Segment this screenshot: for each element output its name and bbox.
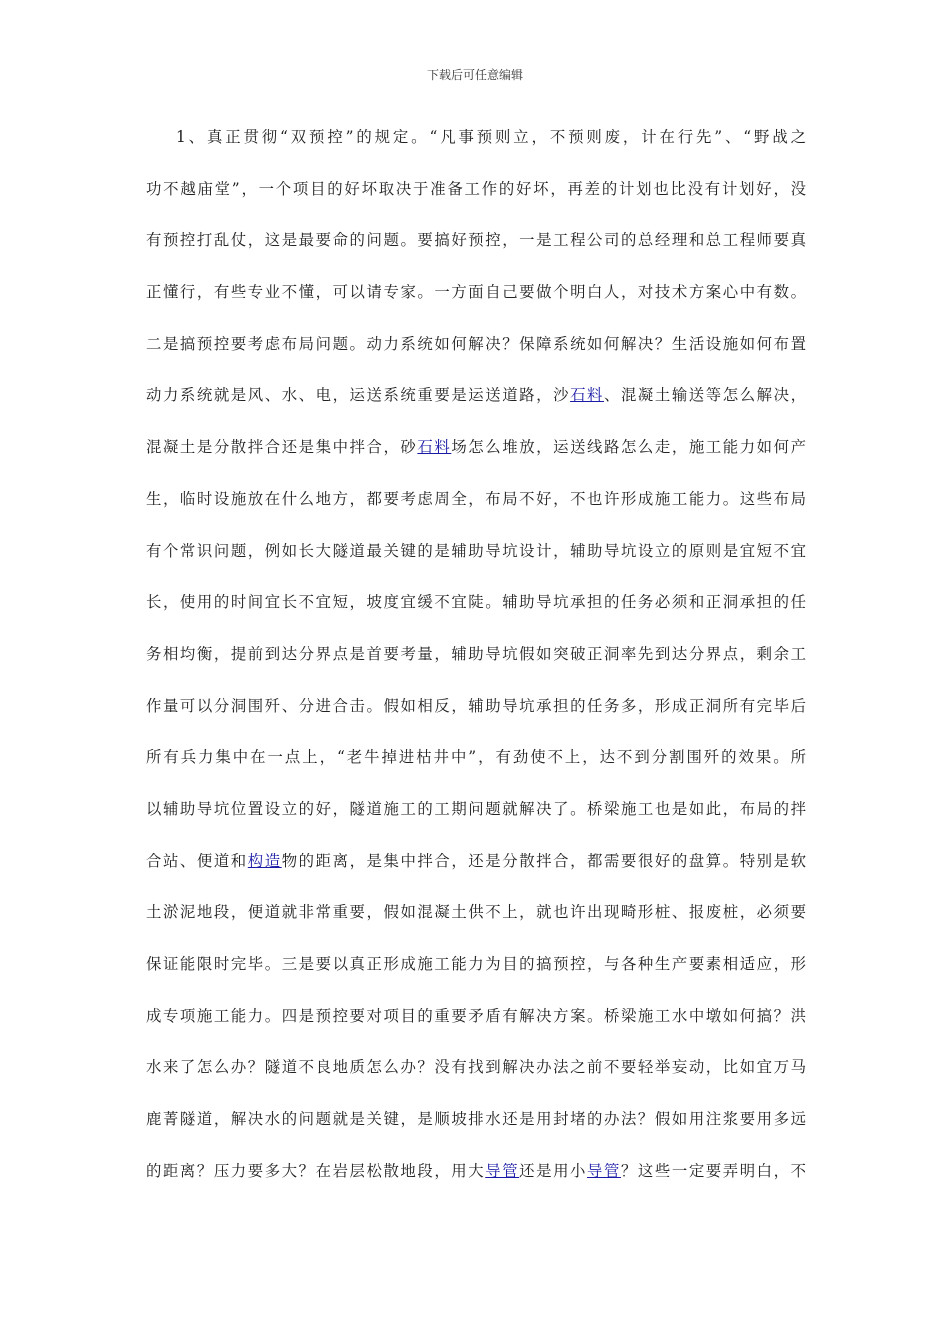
text-line xyxy=(146,112,806,164)
document-body xyxy=(146,112,806,1197)
text-line xyxy=(146,732,806,784)
text-line xyxy=(146,215,806,267)
text-line xyxy=(146,1094,806,1146)
text-line xyxy=(146,629,806,681)
text-span: 生，临时设施放在什么地方，都要考虑周全，布局不好，不也许形成施工能力。这些布局 xyxy=(146,489,806,508)
text-span: 水来了怎么办？隧道不良地质怎么办？没有找到解决办法之前不要轻举妄动，比如宜万马 xyxy=(146,1058,806,1077)
text-span: 所有兵力集中在一点上，“老牛掉进枯井中”，有劲使不上，达不到分割围歼的效果。所 xyxy=(146,748,806,767)
text-span: 功不越庙堂”，一个项目的好坏取决于准备工作的好坏，再差的计划也比没有计划好，没 xyxy=(146,179,806,198)
inline-link[interactable]: 石料 xyxy=(417,438,452,457)
text-span: 合站、便道和 xyxy=(146,851,248,870)
text-line xyxy=(146,319,806,371)
text-span: 正懂行，有些专业不懂，可以请专家。一方面自己要做个明白人，对技术方案心中有数。 xyxy=(146,283,806,302)
text-span: 务相均衡，提前到达分界点是首要考量，辅助导坑假如突破正洞率先到达分界点，剩余工 xyxy=(146,644,806,663)
text-span: 场怎么堆放，运送线路怎么走，施工能力如何产 xyxy=(451,438,806,457)
text-span: 鹿菁隧道，解决水的问题就是关键，是顺坡排水还是用封堵的办法？假如用注浆要用多远 xyxy=(146,1110,806,1129)
text-span: 混凝土是分散拌合还是集中拌合，砂 xyxy=(146,438,418,457)
text-span: 成专项施工能力。四是预控要对项目的重要矛盾有解决方案。桥梁施工水中墩如何搞？洪 xyxy=(146,1006,806,1025)
text-line xyxy=(146,577,806,629)
text-line xyxy=(146,836,806,888)
text-line xyxy=(146,526,806,578)
text-line xyxy=(146,1042,806,1094)
text-span: 、混凝土输送等怎么解决， xyxy=(604,386,806,405)
text-span: 有个常识问题，例如长大隧道最关键的是辅助导坑设计，辅助导坑设立的原则是宜短不宜 xyxy=(146,541,806,560)
text-span: 的距离？压力要多大？在岩层松散地段，用大 xyxy=(146,1161,486,1180)
text-line xyxy=(146,681,806,733)
text-line xyxy=(146,784,806,836)
text-line xyxy=(146,267,806,319)
text-span: 动力系统就是风、水、电，运送系统重要是运送道路，沙 xyxy=(146,386,571,405)
text-span: 二是搞预控要考虑布局问题。动力系统如何解决？保障系统如何解决？生活设施如何布置 xyxy=(146,334,806,353)
text-line xyxy=(146,991,806,1043)
inline-link[interactable]: 导管 xyxy=(485,1161,520,1180)
text-line xyxy=(146,370,806,422)
text-span: 以辅助导坑位置设立的好，隧道施工的工期问题就解决了。桥梁施工也是如此，布局的拌 xyxy=(146,799,806,818)
text-span: 作量可以分洞围歼、分进合击。假如相反，辅助导坑承担的任务多，形成正洞所有完毕后 xyxy=(146,696,806,715)
text-span: 有预控打乱仗，这是最要命的问题。要搞好预控，一是工程公司的总经理和总工程师要真 xyxy=(146,231,806,250)
text-span: 物的距离，是集中拌合，还是分散拌合，都需要很好的盘算。特别是软 xyxy=(281,851,806,870)
text-line xyxy=(146,474,806,526)
text-span: 土淤泥地段，便道就非常重要，假如混凝土供不上，就也许出现畸形桩、报废桩，必须要 xyxy=(146,903,806,922)
page-header: 下载后可任意编辑 xyxy=(426,68,523,82)
text-line xyxy=(146,422,806,474)
text-span: 1、真正贯彻“双预控”的规定。“凡事预则立，不预则废，计在行先”、“野战之 xyxy=(176,128,806,146)
text-span: ？这些一定要弄明白，不 xyxy=(620,1161,806,1180)
inline-link[interactable]: 导管 xyxy=(587,1161,621,1180)
inline-link[interactable]: 构造 xyxy=(247,851,282,870)
text-span: 还是用小 xyxy=(519,1161,588,1180)
text-span: 保证能限时完毕。三是要以真正形成施工能力为目的搞预控，与各种生产要素相适应，形 xyxy=(146,955,806,973)
text-line xyxy=(146,887,806,939)
inline-link[interactable]: 石料 xyxy=(570,386,604,405)
text-line xyxy=(146,164,806,216)
text-span: 长，使用的时间宜长不宜短，坡度宜缓不宜陡。辅助导坑承担的任务必须和正洞承担的任 xyxy=(146,593,806,612)
text-line xyxy=(146,1146,806,1198)
text-line xyxy=(146,939,806,991)
